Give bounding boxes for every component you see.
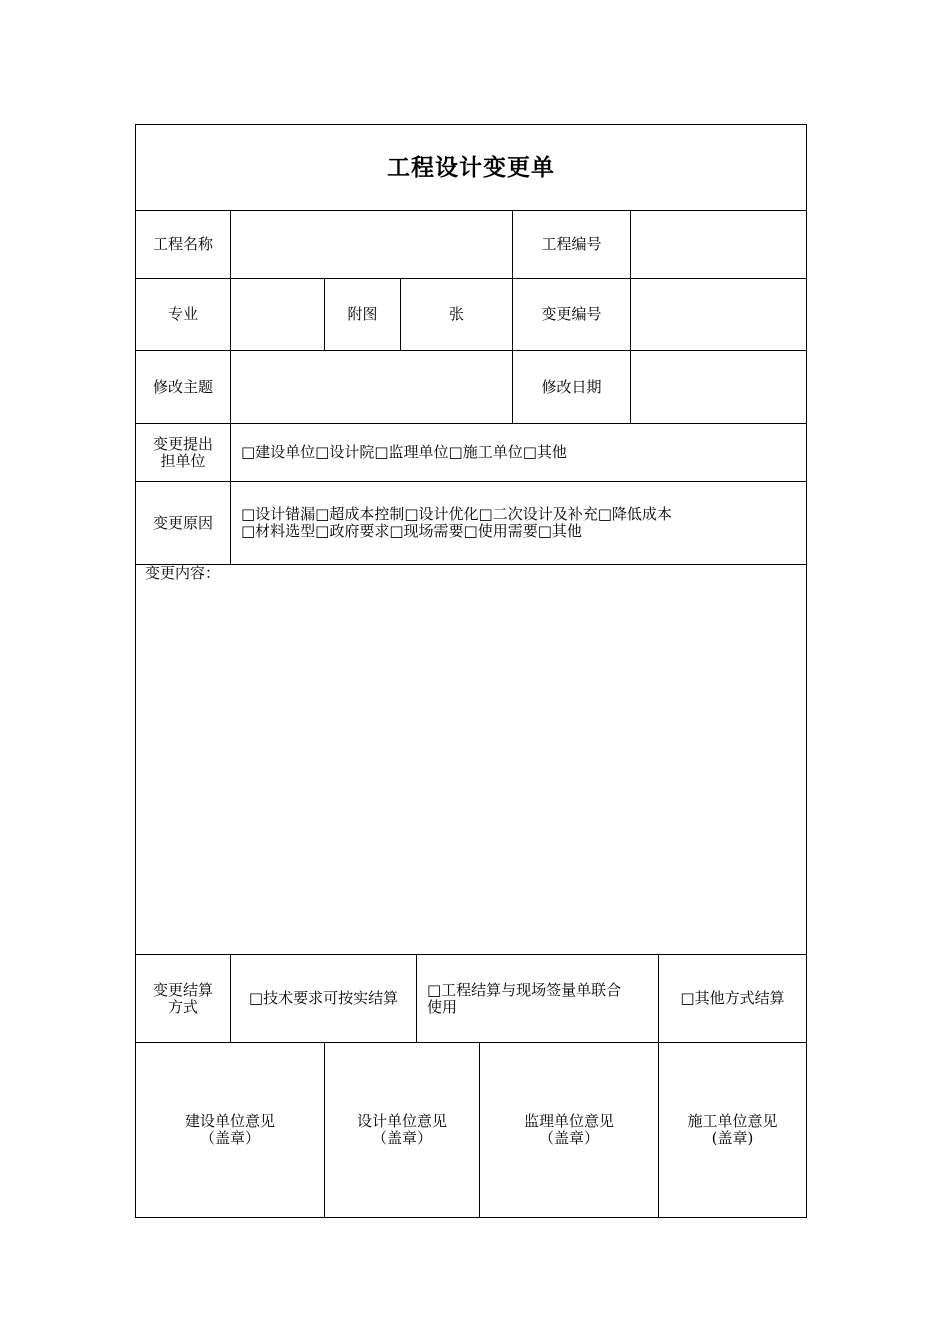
opinion-stamp-note: (盖章) [711,1129,754,1147]
settlement-option-other[interactable]: □其他方式结算 [680,989,785,1007]
opinion-design[interactable] [325,1043,479,1217]
opinion-owner[interactable] [136,1043,324,1217]
sheet-unit: 张 [448,305,464,323]
attachment-label: 附图 [347,305,378,323]
rule [135,1217,807,1218]
date-label: 修改日期 [541,377,602,396]
settlement-option-combined-line1: □工程结算与现场签量单联合 [427,980,622,999]
opinion-construction[interactable] [659,1043,806,1217]
discipline-field[interactable] [231,279,324,350]
opinion-title: 施工单位意见 [687,1112,778,1130]
change-no-field[interactable] [631,279,806,350]
opinion-stamp-note: （盖章） [538,1129,599,1147]
reason-options-line2: □材料选型□政府要求□现场需要□使用需要□其他 [241,522,582,540]
project-name-field[interactable] [231,211,512,278]
proposer-label-line2: 担单位 [160,451,206,470]
opinion-stamp-note: （盖章） [199,1129,260,1147]
rule [806,124,807,1218]
project-no-label: 工程编号 [541,235,602,253]
project-name-label: 工程名称 [152,235,213,253]
rule [135,564,807,565]
reason-options[interactable] [231,482,806,564]
reason-options-line1: □设计错漏□超成本控制□设计优化□二次设计及补充□降低成本 [241,505,672,523]
opinion-title: 设计单位意见 [356,1112,447,1130]
opinion-stamp-note: （盖章） [371,1129,432,1147]
discipline-label: 专业 [167,305,198,323]
settlement-label-line2: 方式 [167,997,198,1016]
project-no-field[interactable] [631,211,806,278]
opinion-title: 监理单位意见 [523,1112,614,1130]
change-content-area[interactable] [136,585,806,954]
settlement-label [136,955,230,1042]
settlement-option-combined[interactable] [417,955,658,1042]
proposer-options[interactable]: □建设单位□设计院□监理单位□施工单位□其他 [241,443,567,461]
change-content-label: 变更内容： [145,564,221,582]
settlement-option-combined-line2: 使用 [427,997,458,1016]
opinion-supervision[interactable] [480,1043,658,1217]
proposer-label [136,424,230,481]
opinion-title: 建设单位意见 [184,1112,275,1130]
settlement-option-actual[interactable]: □技术要求可按实结算 [248,989,399,1007]
proposer-label-line1: 变更提出 [152,434,213,453]
form-title: 工程设计变更单 [387,154,555,181]
settlement-label-line1: 变更结算 [152,980,213,999]
subject-field[interactable] [231,351,512,423]
reason-label: 变更原因 [152,513,213,532]
subject-label: 修改主题 [152,377,213,396]
change-no-label: 变更编号 [541,305,602,323]
date-field[interactable] [631,351,806,423]
